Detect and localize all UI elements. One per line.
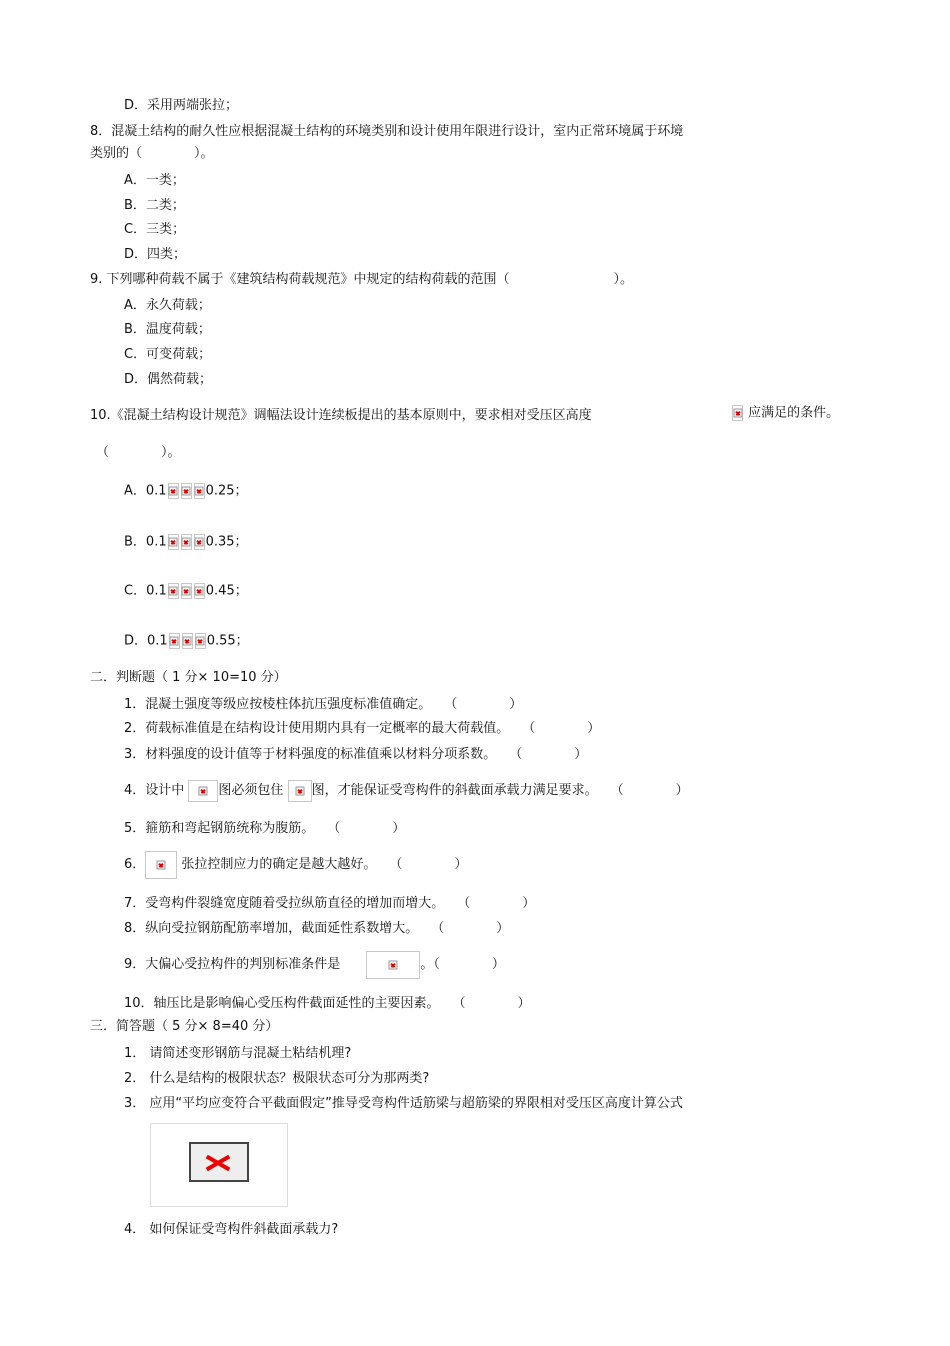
broken-image-icon xyxy=(199,786,208,795)
q10-option-d xyxy=(124,633,249,650)
broken-formula-image xyxy=(288,780,312,802)
broken-image-icon xyxy=(182,538,191,547)
q10-paren: （ ）。 xyxy=(96,445,181,460)
tf-item-4-part-a: 4．设计中 xyxy=(124,783,185,798)
broken-formula-image xyxy=(181,483,192,499)
q10-option-d-end: 0.55； xyxy=(206,633,249,649)
tf-item-5: 5．箍筋和弯起钢筋统称为腹筋。 （ ） xyxy=(124,821,406,836)
broken-formula-image xyxy=(194,583,205,599)
q8-stem-line1: 8．混凝土结构的耐久性应根据混凝土结构的环境类别和设计使用年限进行设计，室内正常环境属于环境 xyxy=(90,124,684,139)
broken-formula-image xyxy=(168,583,179,599)
tf-item-3: 3．材料强度的设计值等于材料强度的标准值乘以材料分项系数。 （ ） xyxy=(124,747,588,762)
broken-image-icon xyxy=(169,487,178,496)
broken-image-icon xyxy=(182,587,191,596)
tf-item-9 xyxy=(124,950,505,980)
broken-formula-image xyxy=(182,633,193,649)
tf-item-9-part-a: 9．大偏心受拉构件的判别标准条件是 xyxy=(124,957,341,972)
tf-item-6-part-b: 张拉控制应力的确定是越大越好。 （ ） xyxy=(181,857,468,872)
broken-formula-image xyxy=(188,780,218,802)
q10-stem-b: 应满足的条件。 xyxy=(748,405,840,421)
q7-option-d: D．采用两端张拉； xyxy=(124,98,239,113)
tf-item-1: 1．混凝土强度等级应按棱柱体抗压强度标准值确定。 （ ） xyxy=(124,697,523,712)
q9-option-c: C．可变荷载； xyxy=(124,347,212,362)
section-2-title: 二．判断题（ 1 分× 10=10 分） xyxy=(90,670,287,685)
q10-option-b-label: B．0.1 xyxy=(124,534,167,550)
broken-image-icon xyxy=(183,637,192,646)
tf-item-10: 10．轴压比是影响偏心受压构件截面延性的主要因素。 （ ） xyxy=(124,996,531,1011)
broken-formula-image xyxy=(194,483,205,499)
q10-option-b-end: 0.35； xyxy=(205,534,248,550)
broken-formula-image xyxy=(194,534,205,550)
broken-image-icon xyxy=(157,860,166,869)
q8-option-b: B．二类； xyxy=(124,198,185,213)
broken-image-icon xyxy=(195,587,204,596)
broken-formula-image xyxy=(366,951,420,979)
q10-option-c-end: 0.45； xyxy=(205,583,248,599)
broken-image-icon xyxy=(389,960,398,969)
q9-option-b: B．温度荷载； xyxy=(124,322,211,337)
broken-image-icon xyxy=(195,538,204,547)
q10-option-a-end: 0.25； xyxy=(205,483,248,499)
sa-question-4: 4． 如何保证受弯构件斜截面承载力? xyxy=(124,1222,339,1237)
sa-question-1: 1． 请简述变形钢筋与混凝土粘结机理? xyxy=(124,1046,352,1061)
broken-formula-image xyxy=(181,534,192,550)
tf-item-6-part-a: 6． xyxy=(124,857,146,872)
broken-formula-image xyxy=(145,851,177,879)
broken-formula-image xyxy=(168,483,179,499)
q8-option-c: C．三类； xyxy=(124,222,186,237)
sa-question-2: 2． 什么是结构的极限状态？极限状态可分为那两类? xyxy=(124,1071,430,1086)
q10-stem-a: 10.《混凝土结构设计规范》调幅法设计连续板提出的基本原则中，要求相对受压区高度 xyxy=(90,408,592,423)
broken-image-icon xyxy=(189,1142,249,1182)
broken-image-icon xyxy=(170,637,179,646)
broken-formula-image-large xyxy=(150,1123,288,1207)
q10-option-c-label: C．0.1 xyxy=(124,583,167,599)
broken-formula-image xyxy=(169,633,180,649)
tf-item-4-part-c: 图，才能保证受弯构件的斜截面承载力满足要求。 （ ） xyxy=(311,783,689,798)
broken-image-icon xyxy=(733,409,742,418)
q8-option-d: D．四类； xyxy=(124,247,187,262)
q10-option-b xyxy=(124,534,248,551)
tf-item-8: 8．纵向受拉钢筋配筋率增加，截面延性系数增大。 （ ） xyxy=(124,921,510,936)
tf-item-7: 7．受弯构件裂缝宽度随着受拉纵筋直径的增加而增大。 （ ） xyxy=(124,896,536,911)
broken-image-icon xyxy=(169,538,178,547)
broken-formula-image xyxy=(195,633,206,649)
sa-question-3: 3． 应用“平均应变符合平截面假定”推导受弯构件适筋梁与超筋梁的界限相对受压区高度计算公式 xyxy=(124,1096,683,1111)
broken-image-icon xyxy=(295,786,304,795)
tf-item-2: 2．荷载标准值是在结构设计使用期内具有一定概率的最大荷载值。 （ ） xyxy=(124,721,601,736)
q10-option-a xyxy=(124,483,248,500)
tf-item-6 xyxy=(124,850,467,880)
q10-option-c xyxy=(124,583,248,600)
q9-option-a: A．永久荷载； xyxy=(124,298,211,313)
q9-stem: 9. 下列哪种荷载不属于《建筑结构荷载规范》中规定的结构荷载的范围（ ）。 xyxy=(90,272,634,287)
tf-item-4-part-b: 图必须包住 xyxy=(218,783,284,798)
broken-formula-image xyxy=(181,583,192,599)
q8-stem-line2: 类别的（ ）。 xyxy=(90,146,214,161)
tf-item-4 xyxy=(124,778,689,804)
q10-option-a-label: A．0.1 xyxy=(124,483,167,499)
q10-option-d-label: D．0.1 xyxy=(124,633,168,649)
q8-option-a: A．一类； xyxy=(124,173,185,188)
broken-formula-image xyxy=(732,405,743,421)
q9-option-d: D．偶然荷载； xyxy=(124,372,213,387)
broken-image-icon xyxy=(195,487,204,496)
q10-formula-row xyxy=(731,405,839,422)
section-3-title: 三．简答题（ 5 分× 8=40 分） xyxy=(90,1019,279,1034)
broken-image-icon xyxy=(182,487,191,496)
broken-formula-image xyxy=(168,534,179,550)
tf-item-9-part-b: 。（ ） xyxy=(420,957,505,972)
broken-image-icon xyxy=(169,587,178,596)
broken-image-icon xyxy=(196,637,205,646)
